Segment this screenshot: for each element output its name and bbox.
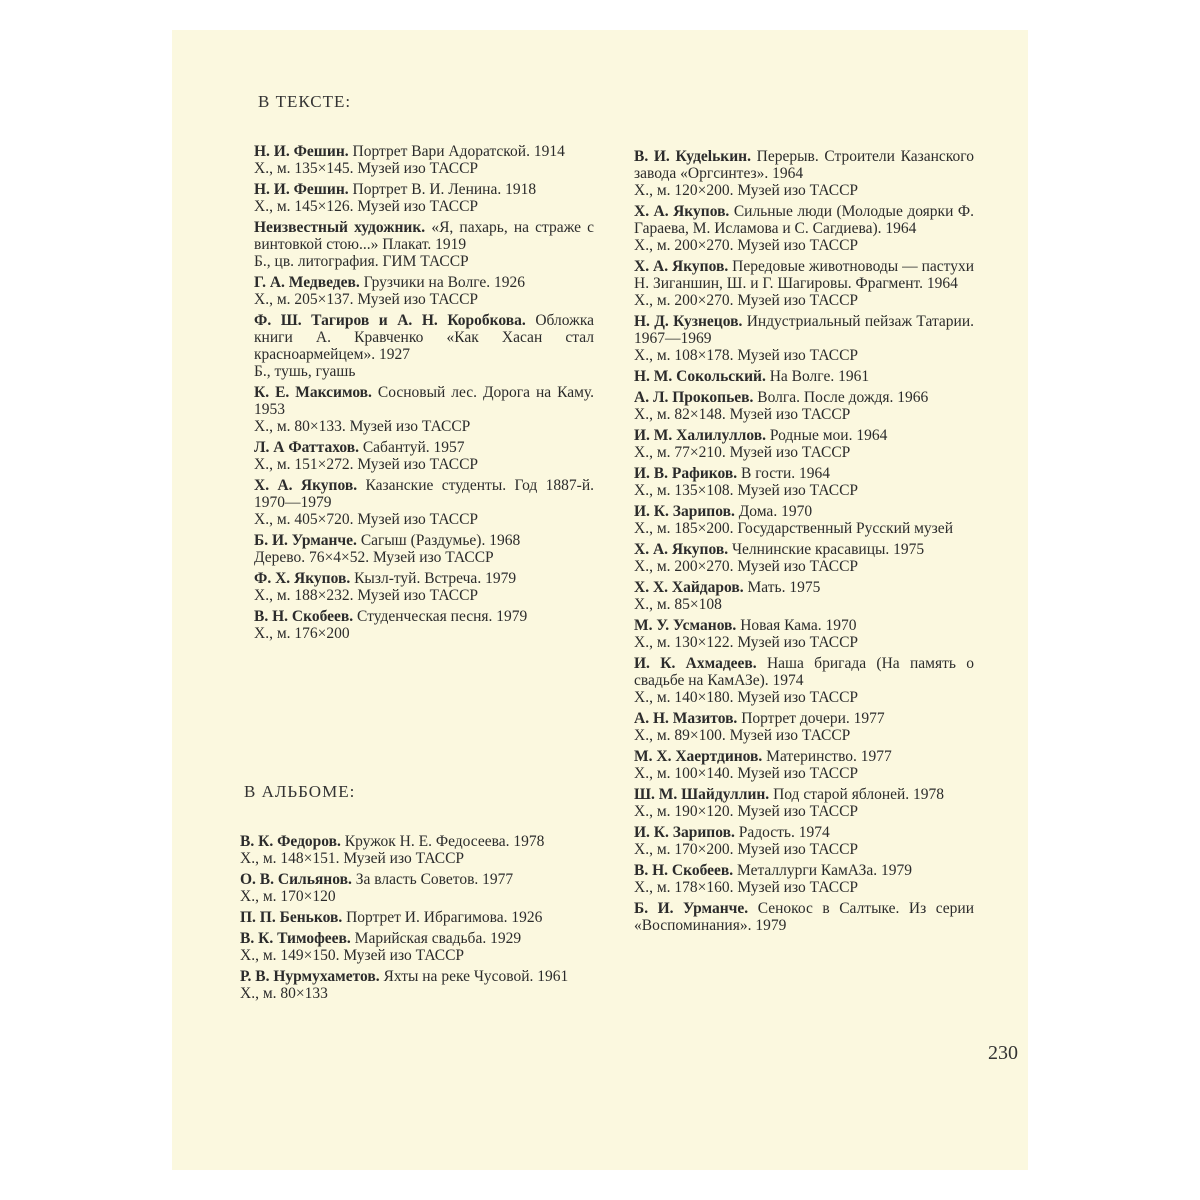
entry-heading <box>634 203 974 237</box>
entry-author: Л. А Фаттахов. <box>254 439 359 456</box>
entry-title: Марийская свадьба. 1929 <box>354 930 522 947</box>
entry-heading <box>254 312 594 363</box>
entry-title: Металлурги КамАЗа. 1979 <box>737 862 912 879</box>
entry-author: В. И. Кудelькин. <box>634 148 751 165</box>
entry-author: Х. А. Якупов. <box>634 203 730 220</box>
entry-details: Х., м. 148×151. Музей изо ТАССР <box>240 850 465 867</box>
entry-details: Х., м. 151×272. Музей изо ТАССР <box>254 456 479 473</box>
entry-author: Б. И. Урманче. <box>254 532 357 549</box>
album-section-heading: В АЛЬБОМЕ: <box>244 782 356 801</box>
catalog-entry <box>634 541 974 575</box>
catalog-entry <box>634 313 974 364</box>
album-section-list <box>240 833 580 1006</box>
entry-details: Х., м. 200×270. Музей изо ТАССР <box>634 292 859 309</box>
catalog-entry <box>254 274 594 308</box>
entry-title: Обложка книги А. Кравченко «Как Хасан стал красноармейцем». 1927 <box>254 312 595 363</box>
entry-author: Х. Х. Хайдаров. <box>634 579 744 596</box>
entry-details: Х., м. 85×108 <box>634 596 722 613</box>
catalog-entry <box>634 617 974 651</box>
entry-details: Х., м. 135×108. Музей изо ТАССР <box>634 482 859 499</box>
catalog-entry <box>254 439 594 473</box>
catalog-entry <box>634 148 974 199</box>
entry-heading <box>634 258 974 292</box>
catalog-entry <box>254 181 594 215</box>
entry-author: В. Н. Скобеев. <box>254 608 354 625</box>
entry-heading <box>634 503 974 520</box>
entry-heading <box>254 143 594 160</box>
entry-title: Яхты на реке Чусовой. 1961 <box>383 968 569 985</box>
catalog-entry <box>254 219 594 270</box>
entry-title: Новая Кама. 1970 <box>740 617 857 634</box>
entry-title: Студенческая песня. 1979 <box>357 608 528 625</box>
entry-heading <box>254 181 594 198</box>
entry-title: Мать. 1975 <box>747 579 821 596</box>
entry-details: Б., цв. литография. ГИМ ТАССР <box>254 253 469 270</box>
entry-title: «Я, пахарь, на страже с винтовкой стою...» Плакат. 1919 <box>254 219 595 253</box>
entry-author: И. В. Рафиков. <box>634 465 738 482</box>
entry-details: Б., тушь, гуашь <box>254 363 356 380</box>
entry-title: За власть Советов. 1977 <box>355 871 514 888</box>
catalog-entry <box>634 368 974 385</box>
entry-heading <box>634 427 974 444</box>
entry-details: Х., м. 80×133. Музей изо ТАССР <box>254 418 471 435</box>
catalog-entry <box>254 143 594 177</box>
entry-title: Индустриальный пейзаж Татарии. 1967—1969 <box>634 313 975 347</box>
catalog-entry <box>254 608 594 642</box>
entry-details: Х., м. 108×178. Музей изо ТАССР <box>634 347 859 364</box>
entry-heading <box>634 655 974 689</box>
right-column-list <box>634 148 974 938</box>
entry-details: Х., м. 100×140. Музей изо ТАССР <box>634 765 859 782</box>
entry-title: Казанские студенты. Год 1887-й. 1970—1979 <box>254 477 594 511</box>
entry-heading <box>240 833 580 850</box>
entry-details: Х., м. 89×100. Музей изо ТАССР <box>634 727 851 744</box>
entry-author: Ф. Х. Якупов. <box>254 570 351 587</box>
entry-heading <box>254 570 594 587</box>
entry-title: Наша бригада (На память о свадьбе на КамАЗе). 1974 <box>634 655 974 689</box>
catalog-entry <box>240 833 580 867</box>
entry-title: Сабантуй. 1957 <box>362 439 465 456</box>
catalog-entry <box>240 909 580 926</box>
entry-details: Х., м. 190×120. Музей изо ТАССР <box>634 803 859 820</box>
entry-heading <box>254 477 594 511</box>
entry-title: Кызл-туй. Встреча. 1979 <box>354 570 517 587</box>
entry-author: А. Н. Мазитов. <box>634 710 738 727</box>
entry-title: Портрет В. И. Ленина. 1918 <box>352 181 537 198</box>
entry-heading <box>634 541 974 558</box>
book-page <box>172 30 1028 1170</box>
entry-details: Х., м. 82×148. Музей изо ТАССР <box>634 406 851 423</box>
catalog-entry <box>634 579 974 613</box>
entry-author: Н. М. Сокольский. <box>634 368 766 385</box>
entry-details: Х., м. 77×210. Музей изо ТАССР <box>634 444 851 461</box>
catalog-entry <box>634 786 974 820</box>
entry-title: Под старой яблоней. 1978 <box>773 786 945 803</box>
entry-author: Х. А. Якупов. <box>634 541 729 558</box>
entry-author: И. К. Зарипов. <box>634 503 735 520</box>
catalog-entry <box>254 477 594 528</box>
catalog-entry <box>634 258 974 309</box>
entry-heading <box>634 748 974 765</box>
entry-author: К. Е. Максимов. <box>254 384 372 401</box>
entry-author: М. У. Усманов. <box>634 617 737 634</box>
entry-details: Х., м. 170×120 <box>240 888 336 905</box>
entry-author: В. К. Федоров. <box>240 833 341 850</box>
entry-details: Х., м. 170×200. Музей изо ТАССР <box>634 841 859 858</box>
entry-author: Н. Д. Кузнецов. <box>634 313 743 330</box>
entry-details: Х., м. 188×232. Музей изо ТАССР <box>254 587 479 604</box>
catalog-entry <box>634 655 974 706</box>
entry-heading <box>254 439 594 456</box>
entry-heading <box>254 274 594 291</box>
entry-heading <box>634 313 974 347</box>
entry-author: И. К. Ахмадеев. <box>634 655 757 672</box>
catalog-entry <box>240 968 580 1002</box>
entry-title: Перерыв. Строители Казанского завода «Оргсинтез». 1964 <box>634 148 974 182</box>
entry-title: Сагыш (Раздумье). 1968 <box>360 532 521 549</box>
entry-heading <box>254 384 594 418</box>
entry-author: Х. А. Якупов. <box>634 258 729 275</box>
entry-author: О. В. Сильянов. <box>240 871 352 888</box>
catalog-entry <box>254 570 594 604</box>
entry-author: В. К. Тимофеев. <box>240 930 351 947</box>
page-number: 230 <box>988 1042 1018 1064</box>
catalog-entry <box>634 389 974 423</box>
entry-heading <box>634 389 974 406</box>
entry-heading <box>634 579 974 596</box>
entry-author: Ф. Ш. Тагиров и А. Н. Коробкова. <box>254 312 526 329</box>
entry-author: В. Н. Скобеев. <box>634 862 734 879</box>
entry-heading <box>634 465 974 482</box>
entry-details: Х., м. 178×160. Музей изо ТАССР <box>634 879 859 896</box>
entry-title: Материнство. 1977 <box>766 748 892 765</box>
entry-heading <box>240 909 580 926</box>
catalog-entry <box>254 312 594 380</box>
entry-details: Дерево. 76×4×52. Музей изо ТАССР <box>254 549 494 566</box>
entry-title: Кружок Н. Е. Федосеева. 1978 <box>344 833 545 850</box>
entry-details: Х., м. 145×126. Музей изо ТАССР <box>254 198 479 215</box>
entry-heading <box>240 930 580 947</box>
text-section-list <box>254 143 594 646</box>
entry-title: Портрет И. Ибрагимова. 1926 <box>346 909 543 926</box>
entry-author: А. Л. Прокопьев. <box>634 389 754 406</box>
entry-author: Б. И. Урманче. <box>634 900 749 917</box>
entry-heading <box>254 608 594 625</box>
entry-details: Х., м. 120×200. Музей изо ТАССР <box>634 182 859 199</box>
entry-author: Г. А. Медведев. <box>254 274 360 291</box>
entry-details: Х., м. 185×200. Государственный Русский музей <box>634 520 953 537</box>
catalog-entry <box>634 900 974 934</box>
entry-title: Радость. 1974 <box>738 824 830 841</box>
entry-title: Сосновый лес. Дорога на Каму. 1953 <box>254 384 595 418</box>
catalog-entry <box>634 427 974 461</box>
catalog-entry <box>634 503 974 537</box>
entry-details: Х., м. 140×180. Музей изо ТАССР <box>634 689 859 706</box>
entry-details: Х., м. 80×133 <box>240 985 328 1002</box>
catalog-entry <box>240 871 580 905</box>
entry-title: Сильные люди (Молодые доярки Ф. Гараева, М. Исламова и С. Сагдиева). 1964 <box>634 203 974 237</box>
catalog-entry <box>634 824 974 858</box>
entry-title: Передовые животноводы — пастухи Н. Зиганшин, Ш. и Г. Шагировы. Фрагмент. 1964 <box>634 258 974 292</box>
entry-author: П. П. Беньков. <box>240 909 343 926</box>
entry-title: Родные мои. 1964 <box>769 427 888 444</box>
entry-details: Х., м. 149×150. Музей изо ТАССР <box>240 947 465 964</box>
catalog-entry <box>254 384 594 435</box>
entry-heading <box>634 710 974 727</box>
entry-heading <box>634 617 974 634</box>
entry-heading <box>240 968 580 985</box>
entry-heading <box>254 219 594 253</box>
catalog-entry <box>254 532 594 566</box>
catalog-entry <box>634 465 974 499</box>
catalog-entry <box>240 930 580 964</box>
entry-heading <box>634 786 974 803</box>
entry-details: Х., м. 405×720. Музей изо ТАССР <box>254 511 479 528</box>
entry-heading <box>634 862 974 879</box>
entry-title: Грузчики на Волге. 1926 <box>363 274 525 291</box>
entry-heading <box>240 871 580 888</box>
entry-heading <box>254 532 594 549</box>
entry-details: Х., м. 176×200 <box>254 625 350 642</box>
catalog-entry <box>634 748 974 782</box>
entry-author: И. М. Халилуллов. <box>634 427 766 444</box>
entry-heading <box>634 148 974 182</box>
entry-author: Р. В. Нурмухаметов. <box>240 968 380 985</box>
entry-heading <box>634 368 974 385</box>
entry-details: Х., м. 130×122. Музей изо ТАССР <box>634 634 859 651</box>
entry-title: Портрет дочери. 1977 <box>741 710 885 727</box>
entry-title: На Волге. 1961 <box>769 368 870 385</box>
entry-heading <box>634 900 974 934</box>
entry-heading <box>634 824 974 841</box>
entry-author: И. К. Зарипов. <box>634 824 735 841</box>
catalog-entry <box>634 203 974 254</box>
entry-title: Челнинские красавицы. 1975 <box>731 541 925 558</box>
entry-title: В гости. 1964 <box>740 465 831 482</box>
entry-details: Х., м. 200×270. Музей изо ТАССР <box>634 237 859 254</box>
catalog-entry <box>634 710 974 744</box>
entry-author: М. Х. Хаертдинов. <box>634 748 763 765</box>
entry-author: Неизвестный художник. <box>254 219 426 236</box>
text-section-heading: В ТЕКСТЕ: <box>258 92 352 111</box>
catalog-entry <box>634 862 974 896</box>
entry-details: Х., м. 135×145. Музей изо ТАССР <box>254 160 479 177</box>
entry-title: Сенокос в Салтыке. Из серии «Воспоминания». 1979 <box>634 900 974 934</box>
entry-details: Х., м. 205×137. Музей изо ТАССР <box>254 291 479 308</box>
entry-author: Н. И. Фешин. <box>254 181 349 198</box>
entry-author: Ш. М. Шайдуллин. <box>634 786 770 803</box>
entry-author: Н. И. Фешин. <box>254 143 349 160</box>
entry-details: Х., м. 200×270. Музей изо ТАССР <box>634 558 859 575</box>
entry-title: Портрет Вари Адоратской. 1914 <box>352 143 565 160</box>
entry-title: Дома. 1970 <box>738 503 813 520</box>
entry-author: Х. А. Якупов. <box>254 477 358 494</box>
entry-title: Волга. После дождя. 1966 <box>757 389 929 406</box>
